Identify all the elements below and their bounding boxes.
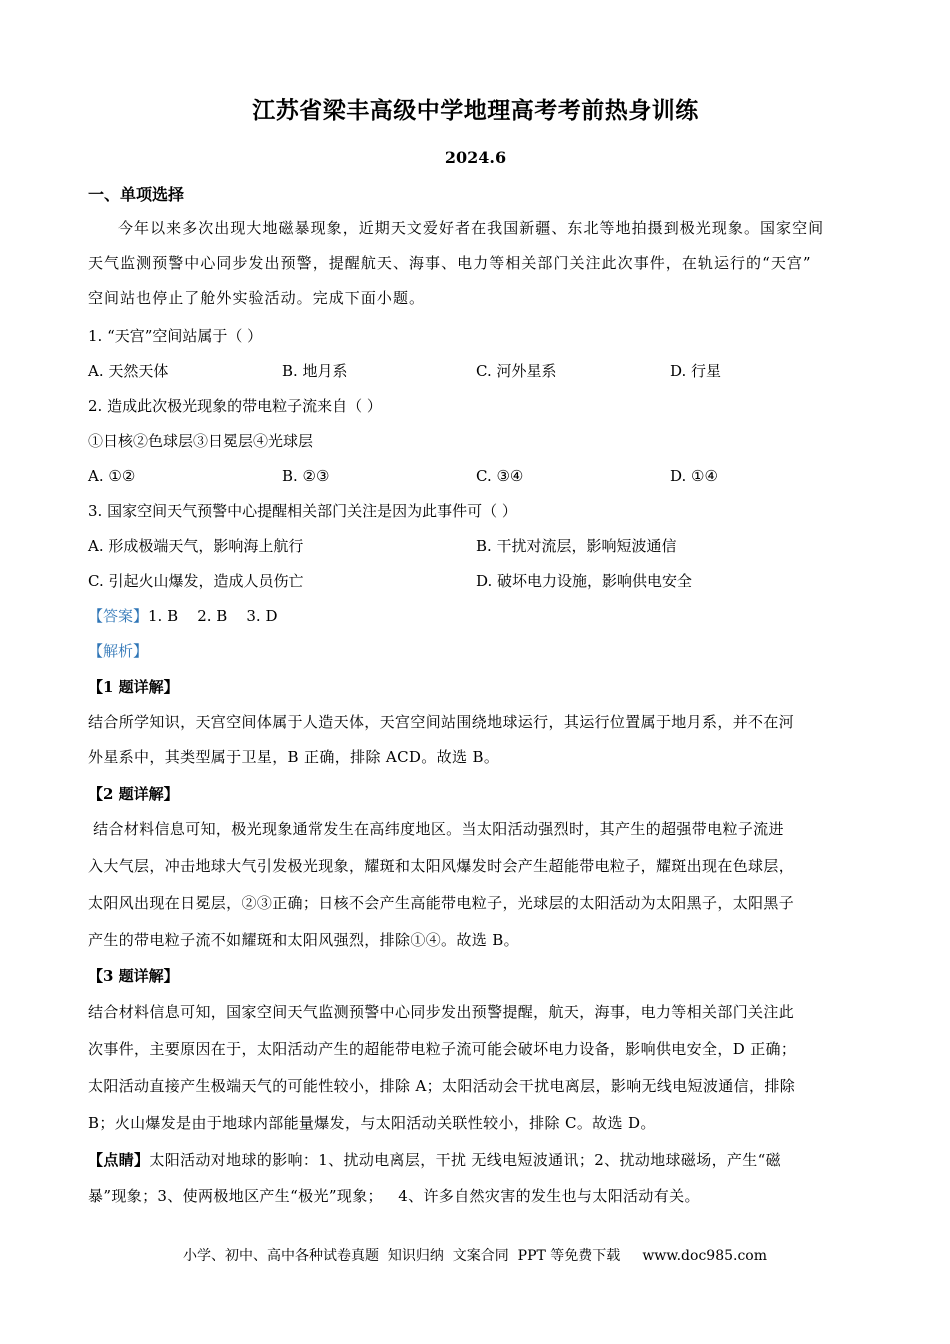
question-2-option-a: A. ①② [88,467,136,485]
question-3-option-a: A. 形成极端天气，影响海上航行 [88,537,304,555]
footer-url[interactable]: www.doc985.com [642,1248,767,1264]
detail-2-label: 【2 题详解】 [88,785,179,803]
document-date: 2024.6 [444,148,507,167]
detail-3-line-2: 次事件，主要原因在于，太阳活动产生的超能带电粒子流可能会破坏电力设备，影响供电安全，D 正确； [88,1040,797,1058]
analysis-label: 【解析】 [88,642,149,660]
section-heading: 一、单项选择 [88,185,185,204]
question-2-stem: 2. 造成此次极光现象的带电粒子流来自（ ） [88,397,382,415]
document-title: 江苏省梁丰高级中学地理高考考前热身训练 [252,97,699,124]
question-1-option-c: C. 河外星系 [476,362,557,380]
tip-line-2: 暴”现象；3、使两极地区产生“极光”现象； 4、许多自然灾害的发生也与太阳活动有关。 [88,1187,700,1205]
question-2-option-c: C. ③④ [476,467,524,485]
footer-text: 小学、初中、高中各种试卷真题 知识归纳 文案合同 PPT 等免费下载 [182,1248,621,1264]
detail-3-label: 【3 题详解】 [88,967,179,985]
detail-1-line-2: 外星系中，其类型属于卫星，B 正确，排除 ACD。故选 B。 [88,748,500,766]
detail-2-line-2: 入大气层，冲击地球大气引发极光现象，耀斑和太阳风爆发时会产生超能带电粒子，耀斑出现在色球层， [88,857,795,875]
question-1-option-a: A. 天然天体 [88,362,169,380]
question-1-option-b: B. 地月系 [282,362,348,380]
detail-1-line-1: 结合所学知识，天宫空间体属于人造天体，天宫空间站围绕地球运行，其运行位置属于地月系，并不在河 [88,713,795,731]
detail-2-line-4: 产生的带电粒子流不如耀斑和太阳风强烈，排除①④。故选 B。 [88,931,519,949]
question-2-option-d: D. ①④ [670,467,718,485]
detail-3-line-3: 太阳活动直接产生极端天气的可能性较小，排除 A；太阳活动会干扰电离层，影响无线电短波通信，排除 [88,1077,796,1095]
detail-3-line-4: B；火山爆发是由于地球内部能量爆发，与太阳活动关联性较小，排除 C。故选 D。 [88,1114,656,1132]
question-1-option-d: D. 行星 [670,362,722,380]
answer-line [88,606,277,626]
detail-2-line-3: 太阳风出现在日冕层，②③正确；日核不会产生高能带电粒子，光球层的太阳活动为太阳黑子，太阳黑子 [88,894,795,912]
question-1-stem: 1. “天宫”空间站属于（ ） [88,327,263,345]
intro-line-2: 天气监测预警中心同步发出预警，提醒航天、海事、电力等相关部门关注此次事件，在轨运行的“天宫” [88,254,812,272]
footer [0,1245,950,1265]
question-3-option-d: D. 破坏电力设施，影响供电安全 [476,572,693,590]
tip-text-1: 太阳活动对地球的影响：1、扰动电离层，干扰 无线电短波通讯；2、扰动地球磁场，产生“磁 [149,1151,781,1169]
detail-3-line-1: 结合材料信息可知，国家空间天气监测预警中心同步发出预警提醒，航天，海事，电力等相关部门关注此 [88,1003,795,1021]
detail-1-label: 【1 题详解】 [88,678,179,696]
answer-label: 【答案】 [88,607,149,625]
tip-line-1 [88,1150,781,1170]
question-2-option-b: B. ②③ [282,467,330,485]
answer-text: 1. B 2. B 3. D [148,607,278,625]
intro-line-3: 空间站也停止了舱外实验活动。完成下面小题。 [88,289,426,307]
detail-2-line-1: 结合材料信息可知，极光现象通常发生在高纬度地区。当太阳活动强烈时，其产生的超强带电粒子流进 [88,820,784,838]
question-3-stem: 3. 国家空间天气预警中心提醒相关部门关注是因为此事件可（ ） [88,502,517,520]
question-2-items: ①日核②色球层③日冕层④光球层 [88,432,314,450]
question-3-option-c: C. 引起火山爆发，造成人员伤亡 [88,572,304,590]
question-3-option-b: B. 干扰对流层，影响短波通信 [476,537,677,555]
tip-label: 【点睛】 [88,1151,150,1169]
intro-line-1: 今年以来多次出现大地磁暴现象，近期天文爱好者在我国新疆、东北等地拍摄到极光现象。国家空间 [118,219,825,237]
